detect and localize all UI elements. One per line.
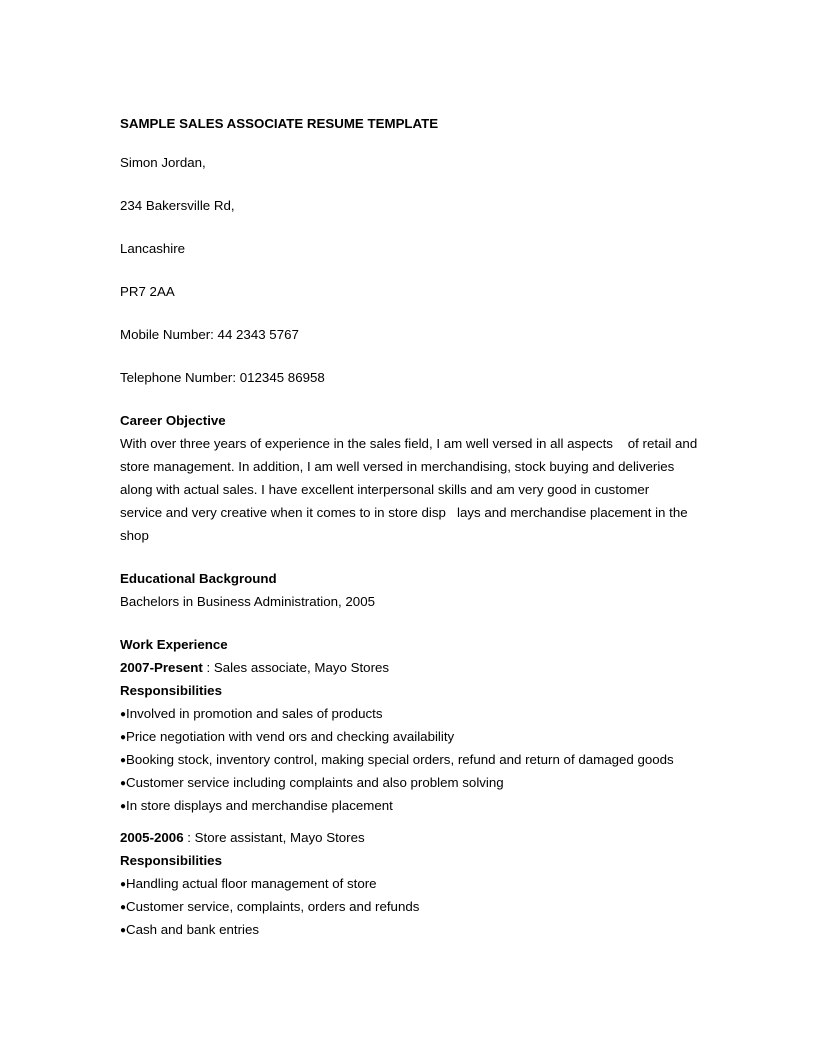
career-objective-heading: Career Objective [120, 413, 226, 428]
list-item [120, 922, 259, 939]
contact-address-line2: Lancashire [120, 241, 186, 256]
career-objective-line: shop [120, 528, 149, 543]
list-item-text: Booking stock, inventory control, making special orders, refund and return of damaged goods [126, 752, 674, 767]
list-item-text: Involved in promotion and sales of products [126, 706, 383, 721]
education-heading: Educational Background [120, 571, 277, 586]
list-item-text: In store displays and merchandise placement [126, 798, 393, 813]
list-item-text: Customer service including complaints and also problem solving [126, 775, 504, 790]
list-item [120, 706, 383, 723]
career-objective-line: store management. In addition, I am well versed in merchandising, stock buying and deliveries [120, 459, 675, 474]
career-objective-line: along with actual sales. I have excellent interpersonal skills and am very good in customer [120, 482, 650, 497]
list-item [120, 899, 419, 916]
responsibilities-heading: Responsibilities [120, 683, 222, 698]
work-experience-heading: Work Experience [120, 637, 228, 652]
bullet-icon: ● [120, 709, 127, 720]
job-role: : Sales associate, Mayo Stores [202, 660, 390, 675]
list-item-text: Cash and bank entries [126, 922, 260, 937]
job-entry [120, 660, 389, 676]
contact-name: Simon Jordan, [120, 155, 206, 170]
list-item [120, 752, 674, 769]
list-item [120, 775, 504, 792]
list-item-text: Price negotiation with vend ors and checking availability [126, 729, 455, 744]
list-item-text: Handling actual floor management of store [126, 876, 377, 891]
list-item-text: Customer service, complaints, orders and refunds [126, 899, 420, 914]
bullet-icon: ● [120, 902, 127, 913]
career-objective-line: With over three years of experience in the sales field, I am well versed in all aspects of retail and [120, 436, 698, 451]
contact-postcode: PR7 2AA [120, 284, 175, 299]
bullet-icon: ● [120, 755, 127, 766]
job-entry [120, 830, 365, 846]
list-item [120, 876, 377, 893]
bullet-icon: ● [120, 879, 127, 890]
contact-mobile: Mobile Number: 44 2343 5767 [120, 327, 299, 342]
career-objective-line: service and very creative when it comes to in store disp lays and merchandise placement in the [120, 505, 688, 520]
bullet-icon: ● [120, 732, 127, 743]
responsibilities-heading: Responsibilities [120, 853, 222, 868]
contact-telephone: Telephone Number: 012345 86958 [120, 370, 325, 385]
job-role: : Store assistant, Mayo Stores [183, 830, 365, 845]
education-degree: Bachelors in Business Administration, 2005 [120, 594, 375, 609]
list-item [120, 798, 393, 815]
contact-address-line1: 234 Bakersville Rd, [120, 198, 235, 213]
career-objective-text [120, 432, 700, 547]
job-period: 2007-Present [120, 660, 203, 675]
bullet-icon: ● [120, 925, 127, 936]
bullet-icon: ● [120, 778, 127, 789]
document-title: SAMPLE SALES ASSOCIATE RESUME TEMPLATE [120, 116, 439, 131]
bullet-icon: ● [120, 801, 127, 812]
list-item [120, 729, 454, 746]
job-period: 2005-2006 [120, 830, 184, 845]
